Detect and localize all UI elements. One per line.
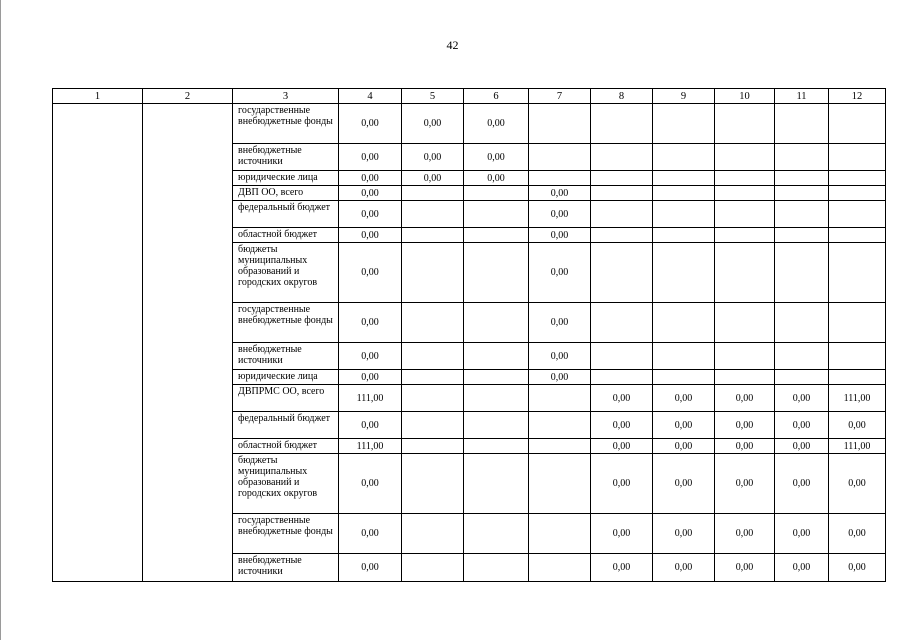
- value-cell: [715, 104, 775, 144]
- value-cell: [715, 201, 775, 228]
- value-cell: 0,00: [339, 228, 402, 243]
- value-cell: [591, 228, 653, 243]
- value-cell: [402, 454, 464, 514]
- value-cell: [775, 228, 829, 243]
- value-cell: [829, 243, 886, 303]
- value-cell: [402, 439, 464, 454]
- value-cell: [653, 144, 715, 171]
- value-cell: 0,00: [339, 514, 402, 554]
- value-cell: 0,00: [402, 104, 464, 144]
- value-cell: 111,00: [829, 385, 886, 412]
- value-cell: [402, 370, 464, 385]
- value-cell: [653, 303, 715, 343]
- value-cell: 0,00: [529, 228, 591, 243]
- value-cell: [591, 243, 653, 303]
- value-cell: [464, 454, 529, 514]
- value-cell: [829, 171, 886, 186]
- budget-table: [52, 88, 886, 582]
- value-cell: [715, 243, 775, 303]
- value-cell: [715, 303, 775, 343]
- value-cell: [402, 228, 464, 243]
- row-label: ДВПРМС ОО, всего: [233, 385, 339, 412]
- column-header: 9: [653, 89, 715, 104]
- value-cell: [464, 554, 529, 582]
- value-cell: [402, 412, 464, 439]
- value-cell: [775, 144, 829, 171]
- value-cell: 0,00: [715, 439, 775, 454]
- value-cell: 0,00: [829, 554, 886, 582]
- value-cell: 111,00: [339, 385, 402, 412]
- value-cell: 0,00: [402, 144, 464, 171]
- value-cell: [829, 144, 886, 171]
- row-label: внебюджетные источники: [233, 554, 339, 582]
- value-cell: [529, 385, 591, 412]
- value-cell: [464, 303, 529, 343]
- value-cell: [715, 186, 775, 201]
- value-cell: [402, 303, 464, 343]
- value-cell: 0,00: [529, 303, 591, 343]
- value-cell: [529, 412, 591, 439]
- value-cell: [591, 171, 653, 186]
- row-label: внебюджетные источники: [233, 343, 339, 370]
- value-cell: [775, 201, 829, 228]
- table-body: [53, 104, 886, 582]
- row-label: бюджеты муниципальных образований и городских округов: [233, 243, 339, 303]
- value-cell: [529, 514, 591, 554]
- value-cell: [402, 514, 464, 554]
- value-cell: [653, 343, 715, 370]
- value-cell: 0,00: [653, 554, 715, 582]
- value-cell: [775, 104, 829, 144]
- value-cell: [529, 554, 591, 582]
- page-edge-line: [0, 0, 1, 640]
- value-cell: [402, 343, 464, 370]
- value-cell: 0,00: [464, 104, 529, 144]
- value-cell: 0,00: [829, 514, 886, 554]
- value-cell: [529, 171, 591, 186]
- column-header: 2: [143, 89, 233, 104]
- value-cell: 0,00: [529, 186, 591, 201]
- table-cell-col2: [143, 104, 233, 582]
- value-cell: 111,00: [829, 439, 886, 454]
- value-cell: [591, 201, 653, 228]
- value-cell: 0,00: [529, 243, 591, 303]
- value-cell: [402, 243, 464, 303]
- value-cell: 0,00: [339, 243, 402, 303]
- value-cell: 0,00: [715, 514, 775, 554]
- value-cell: 0,00: [339, 171, 402, 186]
- value-cell: 0,00: [529, 370, 591, 385]
- value-cell: 0,00: [591, 412, 653, 439]
- value-cell: 0,00: [339, 454, 402, 514]
- column-header: 1: [53, 89, 143, 104]
- value-cell: 0,00: [339, 343, 402, 370]
- value-cell: 0,00: [339, 186, 402, 201]
- value-cell: 0,00: [829, 454, 886, 514]
- value-cell: [402, 385, 464, 412]
- value-cell: [775, 303, 829, 343]
- value-cell: [653, 228, 715, 243]
- value-cell: [829, 303, 886, 343]
- value-cell: 0,00: [591, 439, 653, 454]
- row-label: областной бюджет: [233, 228, 339, 243]
- column-header: 5: [402, 89, 464, 104]
- value-cell: 0,00: [775, 439, 829, 454]
- value-cell: [464, 370, 529, 385]
- value-cell: 0,00: [775, 514, 829, 554]
- value-cell: [464, 343, 529, 370]
- value-cell: 0,00: [715, 554, 775, 582]
- column-header: 6: [464, 89, 529, 104]
- value-cell: [464, 228, 529, 243]
- value-cell: [464, 243, 529, 303]
- value-cell: 0,00: [715, 412, 775, 439]
- value-cell: 111,00: [339, 439, 402, 454]
- value-cell: 0,00: [339, 412, 402, 439]
- value-cell: [653, 201, 715, 228]
- value-cell: [464, 514, 529, 554]
- row-label: государственные внебюджетные фонды: [233, 104, 339, 144]
- row-label: федеральный бюджет: [233, 201, 339, 228]
- value-cell: 0,00: [591, 514, 653, 554]
- page-number: 42: [446, 38, 459, 52]
- column-header: 8: [591, 89, 653, 104]
- value-cell: [653, 186, 715, 201]
- value-cell: [775, 243, 829, 303]
- value-cell: [715, 228, 775, 243]
- value-cell: [829, 343, 886, 370]
- value-cell: 0,00: [339, 104, 402, 144]
- value-cell: [529, 144, 591, 171]
- value-cell: [529, 454, 591, 514]
- value-cell: [653, 171, 715, 186]
- value-cell: 0,00: [775, 454, 829, 514]
- value-cell: [591, 104, 653, 144]
- value-cell: 0,00: [591, 454, 653, 514]
- value-cell: 0,00: [339, 303, 402, 343]
- value-cell: [775, 370, 829, 385]
- value-cell: [402, 554, 464, 582]
- value-cell: [715, 144, 775, 171]
- value-cell: [829, 104, 886, 144]
- value-cell: 0,00: [775, 554, 829, 582]
- value-cell: [402, 201, 464, 228]
- value-cell: [591, 186, 653, 201]
- value-cell: 0,00: [591, 385, 653, 412]
- row-label: ДВП ОО, всего: [233, 186, 339, 201]
- value-cell: [464, 385, 529, 412]
- value-cell: [464, 201, 529, 228]
- value-cell: [775, 171, 829, 186]
- header-row: [53, 89, 886, 104]
- value-cell: [829, 186, 886, 201]
- value-cell: [829, 228, 886, 243]
- value-cell: [829, 201, 886, 228]
- value-cell: 0,00: [775, 385, 829, 412]
- value-cell: [464, 186, 529, 201]
- value-cell: 0,00: [775, 412, 829, 439]
- row-label: юридические лица: [233, 370, 339, 385]
- table-row: [53, 104, 886, 144]
- row-label: федеральный бюджет: [233, 412, 339, 439]
- value-cell: [402, 186, 464, 201]
- value-cell: 0,00: [829, 412, 886, 439]
- value-cell: 0,00: [339, 370, 402, 385]
- value-cell: 0,00: [339, 201, 402, 228]
- value-cell: [653, 243, 715, 303]
- value-cell: 0,00: [653, 439, 715, 454]
- value-cell: [464, 412, 529, 439]
- value-cell: 0,00: [529, 343, 591, 370]
- row-label: областной бюджет: [233, 439, 339, 454]
- value-cell: [591, 370, 653, 385]
- value-cell: 0,00: [339, 554, 402, 582]
- column-header: 7: [529, 89, 591, 104]
- value-cell: 0,00: [653, 412, 715, 439]
- row-label: государственные внебюджетные фонды: [233, 303, 339, 343]
- value-cell: 0,00: [464, 144, 529, 171]
- value-cell: 0,00: [715, 454, 775, 514]
- value-cell: [529, 439, 591, 454]
- value-cell: [829, 370, 886, 385]
- value-cell: [653, 104, 715, 144]
- value-cell: 0,00: [591, 554, 653, 582]
- column-header: 10: [715, 89, 775, 104]
- value-cell: 0,00: [715, 385, 775, 412]
- value-cell: [715, 343, 775, 370]
- value-cell: [529, 104, 591, 144]
- row-label: государственные внебюджетные фонды: [233, 514, 339, 554]
- column-header: 11: [775, 89, 829, 104]
- value-cell: [591, 303, 653, 343]
- row-label: юридические лица: [233, 171, 339, 186]
- value-cell: [775, 186, 829, 201]
- value-cell: 0,00: [653, 514, 715, 554]
- column-header: 12: [829, 89, 886, 104]
- value-cell: 0,00: [402, 171, 464, 186]
- row-label: внебюджетные источники: [233, 144, 339, 171]
- value-cell: [464, 439, 529, 454]
- value-cell: 0,00: [339, 144, 402, 171]
- value-cell: [715, 171, 775, 186]
- column-header: 3: [233, 89, 339, 104]
- value-cell: [591, 144, 653, 171]
- value-cell: 0,00: [653, 385, 715, 412]
- table-cell-col1: [53, 104, 143, 582]
- value-cell: 0,00: [653, 454, 715, 514]
- column-header: 4: [339, 89, 402, 104]
- value-cell: 0,00: [529, 201, 591, 228]
- value-cell: [715, 370, 775, 385]
- value-cell: [591, 343, 653, 370]
- row-label: бюджеты муниципальных образований и городских округов: [233, 454, 339, 514]
- value-cell: [653, 370, 715, 385]
- value-cell: [775, 343, 829, 370]
- value-cell: 0,00: [464, 171, 529, 186]
